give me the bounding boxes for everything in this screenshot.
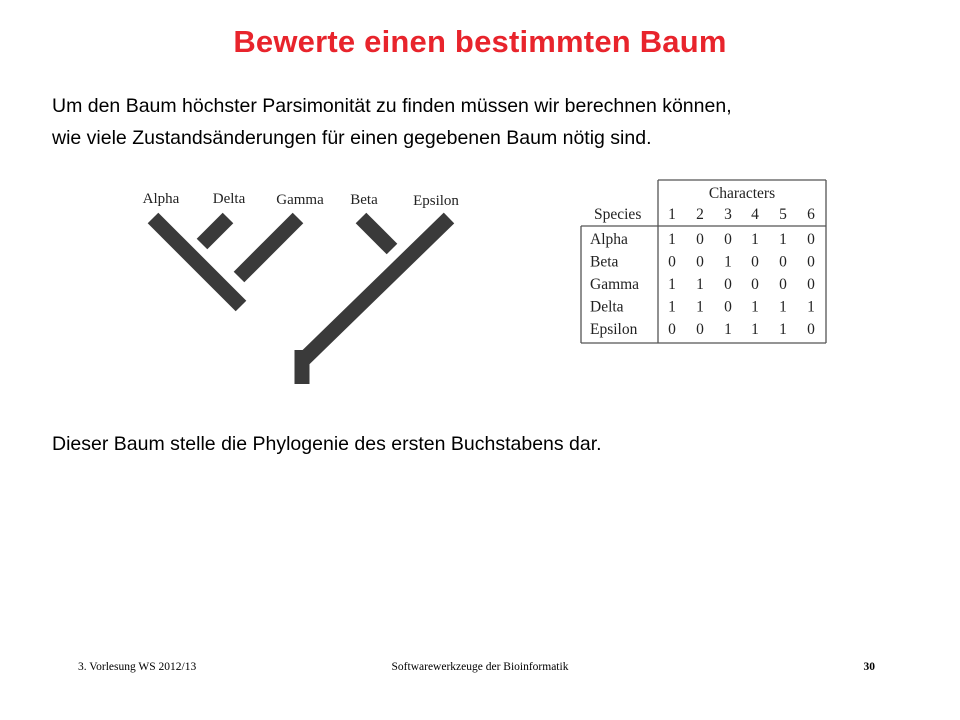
tree-leaf-delta: Delta (212, 191, 246, 207)
table-cell: 0 (668, 321, 676, 338)
table-cell: 1 (779, 321, 787, 338)
tree-leaf-beta: Beta (350, 192, 378, 208)
table-header-characters: Characters (708, 185, 776, 202)
table-cell: 1 (779, 298, 787, 316)
table-row-species: Alpha (590, 231, 628, 248)
table-cell: 1 (779, 231, 787, 248)
intro-line-2: wie viele Zustandsänderungen für einen gegebenen Baum nötig sind. (52, 127, 652, 149)
tree-leaf-epsilon: Epsilon (413, 193, 459, 209)
table-cell: 1 (668, 276, 676, 293)
table-cell: 1 (751, 298, 759, 316)
table-cell: 0 (779, 253, 787, 271)
tree-branch-delta (202, 218, 228, 244)
table-row-species: Gamma (590, 276, 640, 293)
slide-title: Bewerte einen bestimmten Baum (233, 24, 727, 59)
table-column-header: 1 (668, 206, 676, 223)
tree-branch-alpha (153, 218, 241, 306)
table-cell: 0 (696, 321, 704, 338)
table-column-header: 4 (751, 206, 759, 223)
phylogenetic-tree (130, 180, 480, 395)
tree-caption: Dieser Baum stelle die Phylogenie des ersten Buchstabens dar. (52, 433, 602, 455)
table-cell: 1 (751, 231, 759, 248)
table-row-species: Epsilon (590, 321, 638, 338)
tree-branch-beta (361, 218, 392, 249)
table-cell: 0 (807, 321, 815, 338)
table-cell: 0 (779, 276, 787, 293)
footer-course: Softwarewerkzeuge der Bioinformatik (391, 661, 569, 673)
table-cell: 0 (724, 276, 732, 293)
table-cell: 0 (724, 298, 732, 316)
table-cell: 0 (751, 253, 759, 271)
table-row-species: Beta (590, 253, 619, 271)
table-cell: 0 (668, 253, 676, 271)
tree-leaf-gamma: Gamma (276, 192, 324, 208)
table-column-header: 6 (807, 206, 815, 223)
table-cell: 0 (807, 276, 815, 293)
character-table (578, 176, 834, 346)
table-header-species: Species (594, 206, 642, 223)
table-column-header: 5 (779, 206, 787, 223)
table-cell: 1 (696, 276, 704, 293)
table-cell: 1 (696, 298, 704, 316)
table-cell: 0 (696, 253, 704, 271)
table-cell: 1 (807, 298, 815, 316)
page-number: 30 (863, 661, 875, 673)
table-cell: 0 (807, 253, 815, 271)
tree-leaf-alpha: Alpha (142, 191, 180, 207)
table-cell: 0 (751, 276, 759, 293)
table-cell: 0 (696, 231, 704, 248)
intro-line-1: Um den Baum höchster Parsimonität zu finden müssen wir berechnen können, (52, 95, 732, 117)
table-cell: 1 (751, 321, 759, 338)
table-cell: 1 (724, 321, 732, 338)
table-cell: 1 (668, 298, 676, 316)
tree-branch-gamma (239, 218, 298, 277)
table-cell: 1 (668, 231, 676, 248)
footer-lecture: 3. Vorlesung WS 2012/13 (78, 661, 197, 673)
table-column-header: 3 (724, 206, 732, 223)
table-column-header: 2 (696, 206, 704, 223)
intro-text (52, 90, 932, 154)
table-cell: 0 (724, 231, 732, 248)
table-cell: 1 (724, 253, 732, 271)
table-cell: 0 (807, 231, 815, 248)
table-row-species: Delta (590, 298, 624, 316)
